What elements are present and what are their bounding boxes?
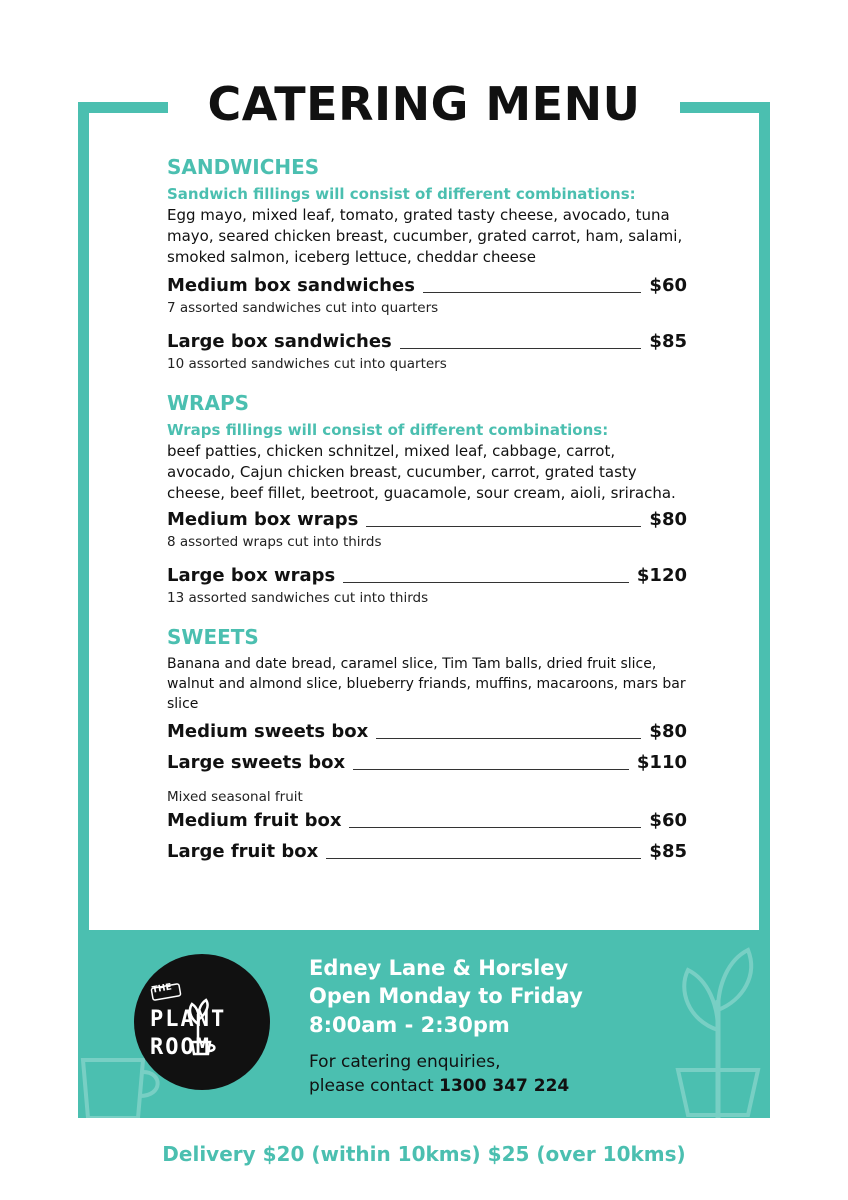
- logo-text-plant: PLANT: [150, 1007, 227, 1032]
- item-price: $85: [649, 331, 687, 352]
- section-subheading-wraps: Wraps fillings will consist of different combinations:: [167, 421, 609, 439]
- section-heading-wraps: WRAPS: [167, 391, 250, 415]
- store-info: [309, 954, 583, 1098]
- store-location: Edney Lane & Horsley: [309, 956, 569, 980]
- section-heading-sweets: SWEETS: [167, 625, 259, 649]
- menu-item: [167, 751, 687, 775]
- item-name: Large box sandwiches: [167, 331, 392, 352]
- item-price: $110: [636, 752, 687, 773]
- menu-item: [167, 330, 687, 354]
- item-price: $80: [649, 721, 687, 742]
- item-description: 8 assorted wraps cut into thirds: [167, 534, 382, 550]
- leader-line: [400, 348, 642, 349]
- item-description: 7 assorted sandwiches cut into quarters: [167, 300, 439, 316]
- logo-text-room: ROOM: [150, 1035, 211, 1060]
- delivery-info: Delivery $20 (within 10kms) $25 (over 10kms): [162, 1142, 686, 1166]
- item-name: Medium box sandwiches: [167, 275, 415, 296]
- item-price: $60: [649, 275, 687, 296]
- leader-line: [423, 292, 642, 293]
- plant-room-logo: [134, 954, 270, 1090]
- menu-item: [167, 840, 687, 864]
- section-description-wraps: beef patties, chicken schnitzel, mixed leaf, cabbage, carrot, avocado, Cajun chicken breast, cucumber, carrot, grated tasty cheese, beef fillet, beetroot, guacamole, sour cream, aioli, sriracha.: [167, 442, 676, 502]
- item-description: 10 assorted sandwiches cut into quarters: [167, 356, 447, 372]
- plant-decoration-icon: [668, 940, 768, 1118]
- phone-number: 1300 347 224: [439, 1076, 570, 1096]
- section-heading-sandwiches: SANDWICHES: [167, 155, 320, 179]
- store-days: Open Monday to Friday: [309, 984, 583, 1008]
- menu-item: [167, 564, 687, 588]
- section-description-sweets: Banana and date bread, caramel slice, Tim Tam balls, dried fruit slice, walnut and almond slice, blueberry friands, muffins, macaroons, mars bar slice: [167, 656, 686, 712]
- item-name: Large box wraps: [167, 565, 336, 586]
- footer-band: [78, 930, 770, 1118]
- item-price: $80: [649, 509, 687, 530]
- leader-line: [366, 526, 641, 527]
- leader-line: [326, 858, 641, 859]
- item-description: 13 assorted sandwiches cut into thirds: [167, 590, 429, 606]
- menu-item: [167, 508, 687, 532]
- fruit-note: Mixed seasonal fruit: [167, 789, 303, 805]
- leader-line: [376, 738, 641, 739]
- item-price: $120: [636, 565, 687, 586]
- leader-line: [353, 769, 629, 770]
- menu-item: [167, 720, 687, 744]
- item-price: $60: [649, 810, 687, 831]
- item-name: Large fruit box: [167, 841, 319, 862]
- section-description-sandwiches: Egg mayo, mixed leaf, tomato, grated tasty cheese, avocado, tuna mayo, seared chicken breast, cucumber, grated carrot, ham, salami, smoked salmon, iceberg lettuce, cheddar cheese: [167, 206, 683, 266]
- item-name: Medium sweets box: [167, 721, 369, 742]
- item-name: Large sweets box: [167, 752, 346, 773]
- item-name: Medium fruit box: [167, 810, 342, 831]
- enquiry-text: please contact: [309, 1076, 434, 1096]
- section-subheading-sandwiches: Sandwich fillings will consist of different combinations:: [167, 185, 636, 203]
- item-price: $85: [649, 841, 687, 862]
- store-hours: 8:00am - 2:30pm: [309, 1013, 510, 1037]
- menu-content: [167, 150, 687, 864]
- enquiry-line-1: For catering enquiries,: [309, 1052, 501, 1072]
- menu-item: [167, 809, 687, 833]
- leader-line: [343, 582, 629, 583]
- page-title: CATERING MENU: [207, 77, 641, 131]
- menu-item: [167, 274, 687, 298]
- leader-line: [349, 827, 641, 828]
- enquiry-line-2: [309, 1074, 583, 1098]
- logo-text-the: THE: [151, 982, 173, 996]
- item-name: Medium box wraps: [167, 509, 359, 530]
